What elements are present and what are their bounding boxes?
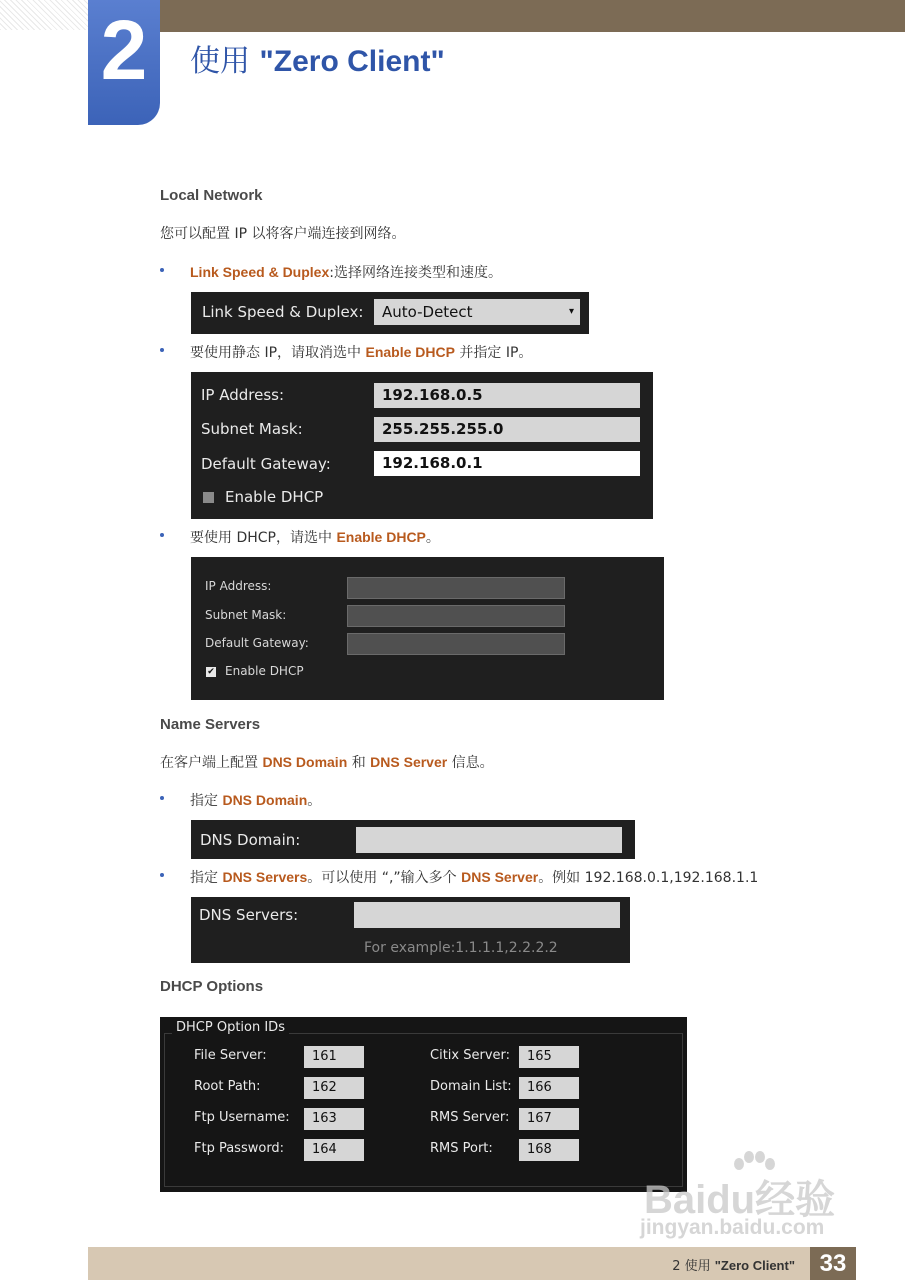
ip-address-field-disabled [347,577,565,599]
chapter-title-bold: "Zero Client" [259,45,445,78]
dhcp-options-heading: DHCP Options [160,978,264,995]
term-link-speed: Link Speed & Duplex [190,264,330,280]
term-dns-domain: DNS Domain [262,754,348,770]
dhcp-options-group-title: DHCP Option IDs [172,1020,289,1035]
local-network-heading: Local Network [160,187,263,204]
dns-servers-hint: For example:1.1.1.1,2.2.2.2 [364,940,558,956]
bullet-text: 指定 [190,870,223,886]
bullet-text: 。例如 192.168.0.1,192.168.1.1 [538,870,759,886]
ip-address-label: IP Address: [201,386,285,404]
citix-server-label: Citix Server: [430,1048,511,1063]
ftp-password-field[interactable]: 164 [304,1139,364,1161]
ip-address-field[interactable]: 192.168.0.5 [374,383,640,408]
ip-address-label: IP Address: [205,579,272,593]
page-number: 33 [810,1247,856,1280]
chapter-number: 2 [100,3,148,97]
bullet-text: 并指定 IP。 [454,345,533,361]
file-server-label: File Server: [194,1048,267,1063]
default-gateway-label: Default Gateway: [201,455,331,473]
citix-server-field[interactable]: 165 [519,1046,579,1068]
header-bar [160,0,905,32]
intro-text: 信息。 [447,755,494,771]
bullet-dot [160,268,164,272]
dns-domain-field[interactable] [356,827,622,853]
enable-dhcp-checkbox-checked[interactable]: ✔ [207,667,215,677]
name-servers-heading: Name Servers [160,716,261,733]
bullet-dot [160,348,164,352]
enable-dhcp-label: Enable DHCP [225,664,304,678]
local-network-intro: 您可以配置 IP 以将客户端连接到网络。 [160,226,406,242]
rms-server-field[interactable]: 167 [519,1108,579,1130]
domain-list-field[interactable]: 166 [519,1077,579,1099]
header-hatch [0,0,88,30]
subnet-mask-label: Subnet Mask: [205,608,287,622]
dns-servers-label: DNS Servers: [199,906,299,924]
dns-domain-label: DNS Domain: [200,831,301,849]
bullet-text: 要使用静态 IP，请取消选中 [190,345,366,361]
ftp-password-label: Ftp Password: [194,1141,285,1156]
rms-server-label: RMS Server: [430,1110,510,1125]
subnet-mask-field-disabled [347,605,565,627]
term-dns-server: DNS Server [461,869,539,885]
rms-port-label: RMS Port: [430,1141,493,1156]
bullet-text: 要使用 DHCP，请选中 [190,530,337,546]
ftp-username-label: Ftp Username: [194,1110,290,1125]
default-gateway-label: Default Gateway: [205,636,309,650]
bullet-text: 。 [307,793,322,809]
paw-icon [732,1150,776,1180]
footer-chapter-bold: "Zero Client" [714,1258,795,1273]
bullet-text: 。可以使用 “,”输入多个 [307,870,462,886]
link-speed-label: Link Speed & Duplex: [202,303,364,321]
static-ip-panel [191,372,653,519]
subnet-mask-field[interactable]: 255.255.255.0 [374,417,640,442]
bullet-dot [160,873,164,877]
link-speed-select[interactable] [374,299,580,325]
intro-text: 在客户端上配置 [160,755,263,771]
domain-list-label: Domain List: [430,1079,512,1094]
term-enable-dhcp: Enable DHCP [365,344,455,360]
dns-domain-panel [191,820,635,859]
name-servers-intro [160,752,494,772]
watermark-logo: Baidu经验 [644,1178,836,1222]
subnet-mask-label: Subnet Mask: [201,420,303,438]
watermark-url: jingyan.baidu.com [640,1216,825,1239]
bullet-text: :选择网络连接类型和速度。 [329,265,502,281]
link-speed-value: Auto-Detect [382,303,473,321]
term-dns-servers: DNS Servers [222,869,308,885]
root-path-field[interactable]: 162 [304,1077,364,1099]
footer-chapter-ref [672,1255,795,1274]
dns-servers-field[interactable] [354,902,620,928]
term-enable-dhcp: Enable DHCP [336,529,426,545]
footer-chapter-prefix: 2 使用 [672,1259,715,1274]
chapter-title [190,36,445,80]
term-dns-server: DNS Server [370,754,448,770]
term-dns-domain: DNS Domain [222,792,308,808]
rms-port-field[interactable]: 168 [519,1139,579,1161]
chapter-tab [88,0,160,125]
enable-dhcp-checkbox[interactable] [203,492,214,503]
file-server-field[interactable]: 161 [304,1046,364,1068]
bullet-text: 。 [425,530,440,546]
ftp-username-field[interactable]: 163 [304,1108,364,1130]
root-path-label: Root Path: [194,1079,261,1094]
intro-text: 和 [347,755,371,771]
bullet-dot [160,796,164,800]
bullet-dot [160,533,164,537]
chevron-down-icon: ▾ [568,306,574,317]
bullet-text: 指定 [190,793,223,809]
default-gateway-field[interactable]: 192.168.0.1 [374,451,640,476]
link-speed-panel [191,292,589,334]
dns-servers-panel [191,897,630,963]
enable-dhcp-label: Enable DHCP [225,488,324,506]
dhcp-options-panel [160,1017,687,1192]
dhcp-panel [191,557,664,700]
chapter-title-prefix: 使用 [190,44,250,79]
default-gateway-field-disabled [347,633,565,655]
